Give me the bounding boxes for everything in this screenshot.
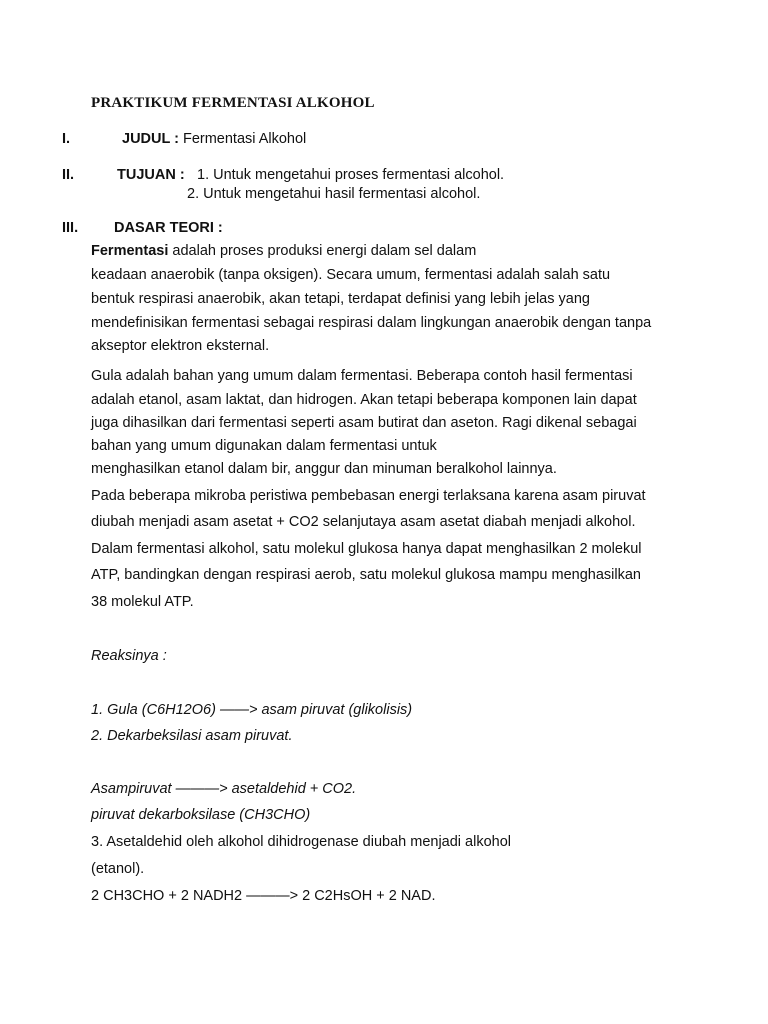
paragraph-line: keadaan anaerobik (tanpa oksigen). Secara umum, fermentasi adalah salah satu <box>91 267 611 283</box>
paragraph-line: juga dihasilkan dari fermentasi seperti asam butirat dan aseton. Ragi dikenal sebagai <box>91 415 637 431</box>
section-2-label: TUJUAN : <box>117 167 185 183</box>
section-3-label: DASAR TEORI : <box>114 220 223 236</box>
section-1-number: I. <box>62 131 71 147</box>
reaction-equation: Asampiruvat ———> asetaldehid + CO2. <box>91 781 357 797</box>
paragraph-line: bahan yang umum digunakan dalam fermentasi untuk <box>91 438 437 454</box>
paragraph-line: menghasilkan etanol dalam bir, anggur dan minuman beralkohol lainnya. <box>91 461 557 477</box>
paragraph-line: ATP, bandingkan dengan respirasi aerob, satu molekul glukosa mampu menghasilkan <box>91 567 641 583</box>
paragraph-line: diubah menjadi asam asetat + CO2 selanjutaya asam asetat diabah menjadi alkohol. <box>91 514 636 530</box>
section-1-value: Fermentasi Alkohol <box>182 131 307 147</box>
paragraph-line <box>91 243 476 259</box>
paragraph-text: adalah proses produksi energi dalam sel dalam <box>168 243 477 259</box>
objective-item: 1. Untuk mengetahui proses fermentasi alcohol. <box>197 167 505 183</box>
page-title: PRAKTIKUM FERMENTASI ALKOHOL <box>91 95 375 111</box>
reaction-step: 2. Dekarbeksilasi asam piruvat. <box>91 728 293 744</box>
paragraph-line: 38 molekul ATP. <box>91 594 194 610</box>
section-2-number: II. <box>62 167 75 183</box>
reaction-equation: 2 CH3CHO + 2 NADH2 ———> 2 C2HsOH + 2 NAD. <box>91 888 436 904</box>
reaction-step: 1. Gula (C6H12O6) ——> asam piruvat (glikolisis) <box>91 702 413 718</box>
section-1-label: JUDUL : <box>122 131 179 147</box>
paragraph-line: Dalam fermentasi alkohol, satu molekul glukosa hanya dapat menghasilkan 2 molekul <box>91 541 642 557</box>
section-3-number: III. <box>62 220 79 236</box>
reaction-step: 3. Asetaldehid oleh alkohol dihidrogenase diubah menjadi alkohol <box>91 834 512 850</box>
paragraph-line: adalah etanol, asam laktat, dan hidrogen. Akan tetapi beberapa komponen lain dapat <box>91 392 637 408</box>
paragraph-line: Gula adalah bahan yang umum dalam fermentasi. Beberapa contoh hasil fermentasi <box>91 368 633 384</box>
reaction-note: piruvat dekarboksilase (CH3CHO) <box>91 807 311 823</box>
objective-item: 2. Untuk mengetahui hasil fermentasi alcohol. <box>187 186 481 202</box>
reactions-heading: Reaksinya : <box>91 648 167 664</box>
paragraph-line: bentuk respirasi anaerobik, akan tetapi, terdapat definisi yang lebih jelas yang <box>91 291 590 307</box>
reaction-step: (etanol). <box>91 861 145 877</box>
paragraph-line: akseptor elektron eksternal. <box>91 338 270 354</box>
section-1-heading <box>122 131 306 147</box>
term-fermentasi: Fermentasi <box>91 243 169 259</box>
paragraph-line: mendefinisikan fermentasi sebagai respirasi dalam lingkungan anaerobik dengan tanpa <box>91 315 652 331</box>
paragraph-line: Pada beberapa mikroba peristiwa pembebasan energi terlaksana karena asam piruvat <box>91 488 646 504</box>
